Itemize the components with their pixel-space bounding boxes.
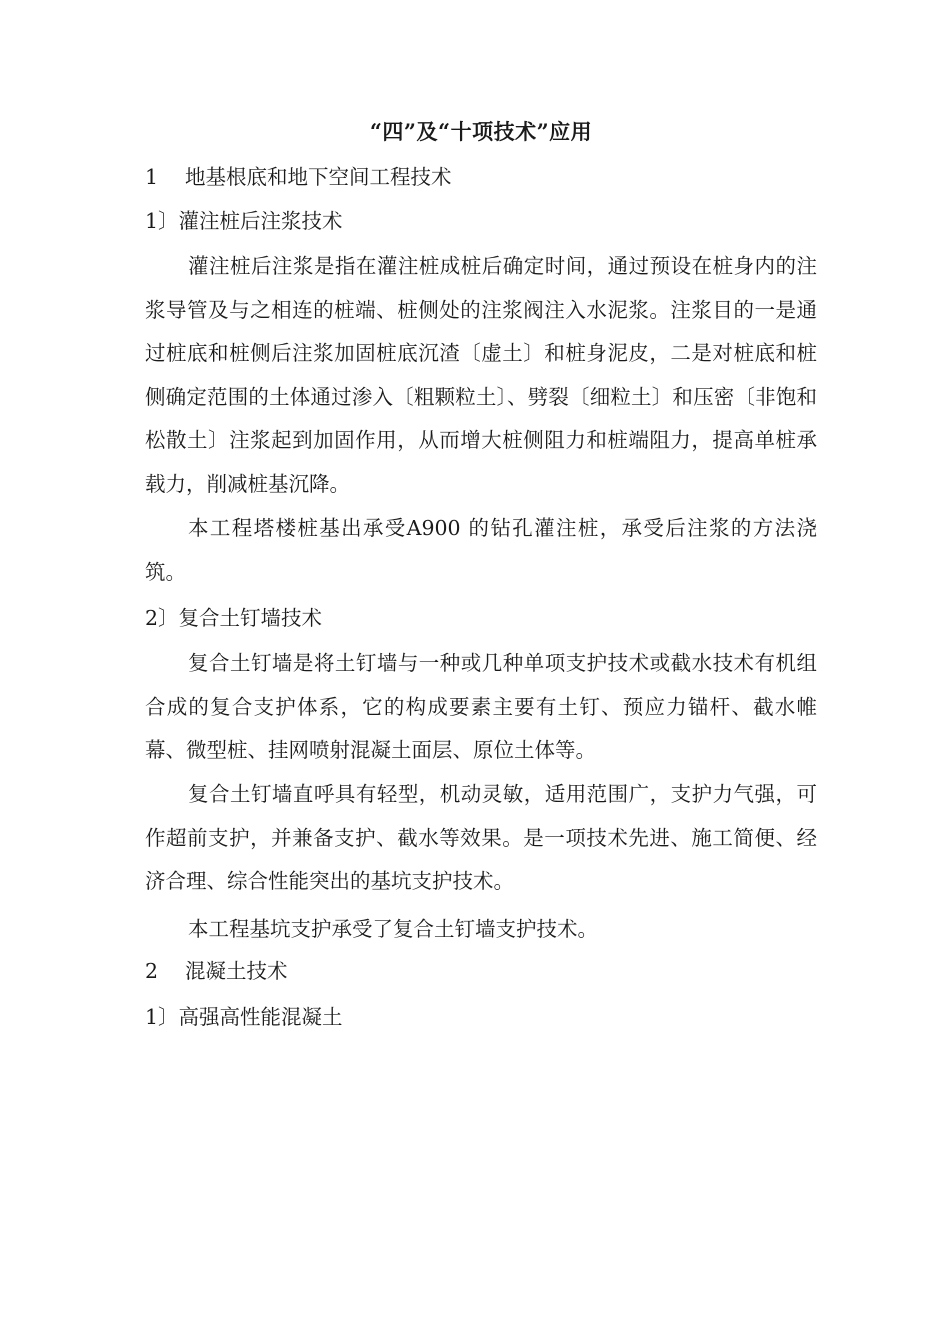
section-heading-2 xyxy=(145,956,288,986)
section-title: 地基根底和地下空间工程技术 xyxy=(185,165,452,189)
section-number: 1 xyxy=(145,165,159,189)
body-paragraph: 本工程基坑支护承受了复合土钉墙支护技术。 xyxy=(188,917,598,941)
subsection-heading: 2〕复合土钉墙技术 xyxy=(145,606,323,630)
section-number: 2 xyxy=(145,959,159,983)
body-paragraph: 复合土钉墙直呼具有轻型，机动灵敏，适用范围广，支护力气强，可作超前支护，并兼备支护、截水等效果。是一项技术先进、施工简便、经济合理、综合性能突出的基坑支护技术。 xyxy=(145,782,817,893)
body-paragraph: 复合土钉墙是将土钉墙与一种或几种单项支护技术或截水技术有机组合成的复合支护体系，它的构成要素主要有土钉、预应力锚杆、截水帷幕、微型桩、挂网喷射混凝土面层、原位土体等。 xyxy=(145,651,817,762)
body-paragraph: 灌注桩后注浆是指在灌注桩成桩后确定时间，通过预设在桩身内的注浆导管及与之相连的桩端、桩侧处的注浆阀注入水泥浆。注浆目的一是通过桩底和桩侧后注浆加固桩底沉渣〔虚土〕和桩身泥皮，二是对桩底和桩侧确定范围的土体通过渗入〔粗颗粒土〕、劈裂〔细粒土〕和压密〔非饱和松散土〕注浆起到加固作用，从而增大桩侧阻力和桩端阻力，提高单桩承载力，削减桩基沉降。 xyxy=(145,254,817,496)
subsection-heading: 1〕高强高性能混凝土 xyxy=(145,1005,343,1029)
section-title: 混凝土技术 xyxy=(185,959,288,983)
document-title: “四”及“十项技术”应用 xyxy=(369,119,593,144)
section-heading-1 xyxy=(145,162,452,192)
subsection-heading: 1〕灌注桩后注浆技术 xyxy=(145,209,343,233)
body-paragraph: 本工程塔楼桩基出承受A900 的钻孔灌注桩，承受后注浆的方法浇筑。 xyxy=(145,516,817,584)
